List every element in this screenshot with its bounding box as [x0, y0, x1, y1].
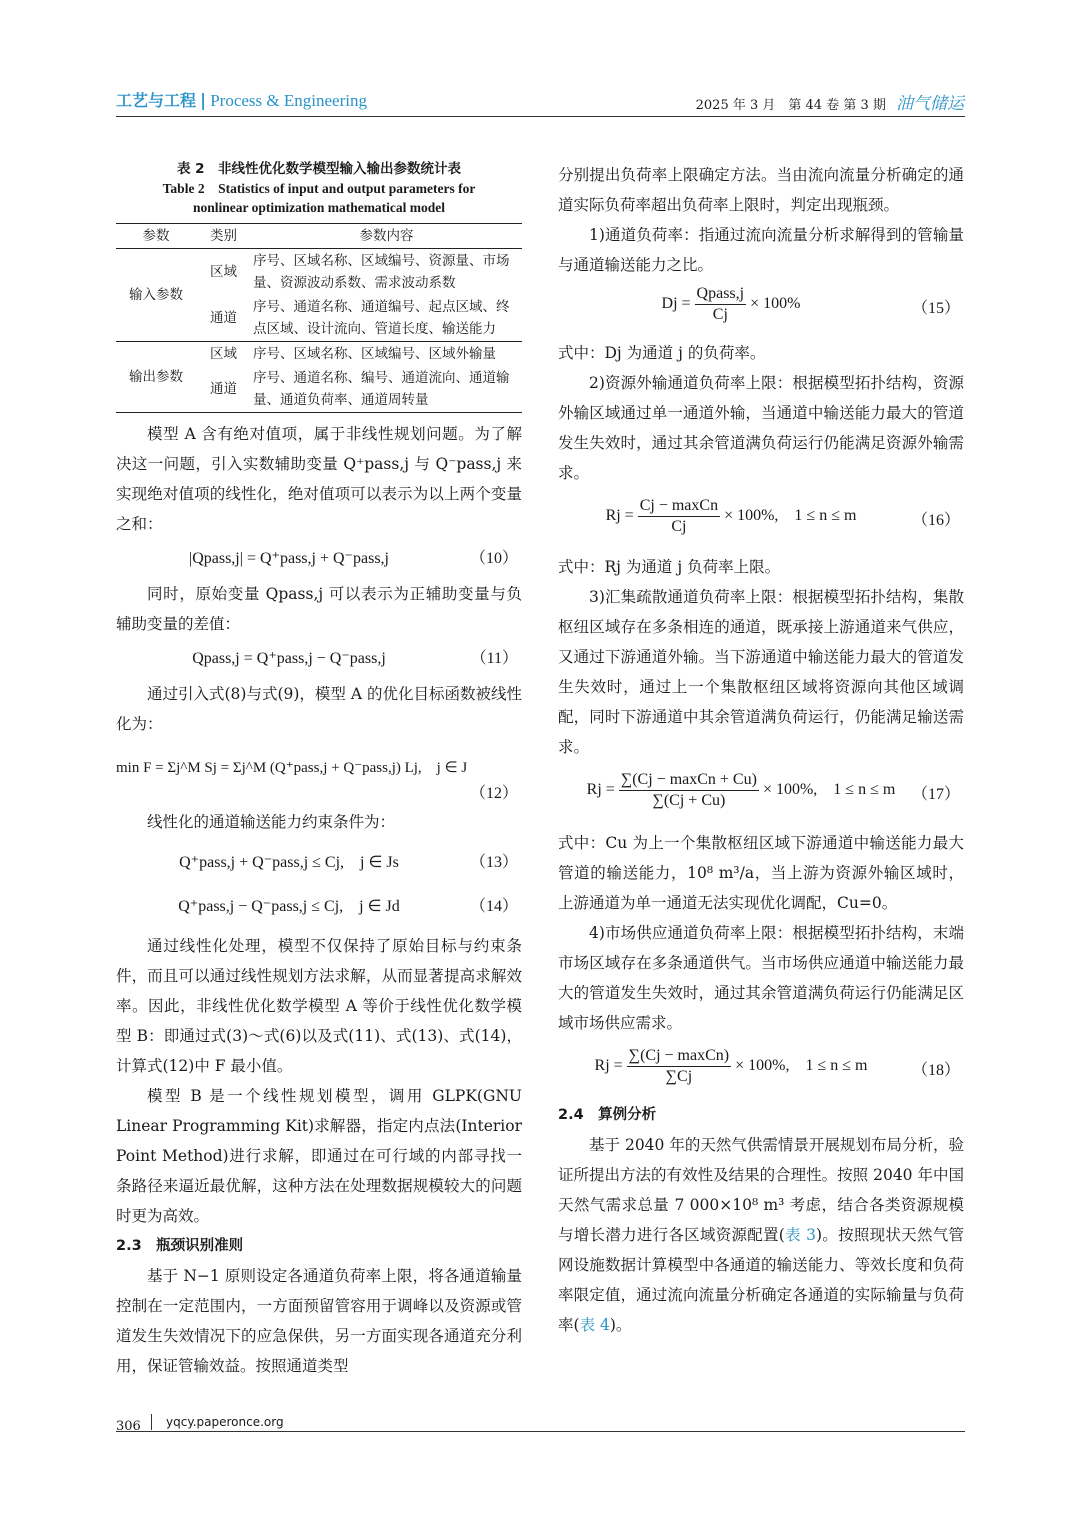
equation-lhs: Rj =: [586, 781, 615, 799]
table-header: 参数内容: [251, 224, 522, 249]
table-cell: 序号、区域名称、区域编号、区域外输量: [253, 346, 496, 362]
equation-body: min F = Σj^M Sj = Σj^M (Q⁺pass,j + Q⁻pass,j) Lj, j ∈ J: [116, 760, 468, 776]
equation-14: [116, 887, 522, 931]
equation-number: （14）: [469, 898, 518, 915]
denominator: ∑(Cj + Cu): [652, 792, 726, 809]
denominator: Cj: [671, 518, 687, 535]
paragraph: 基于 N−1 原则设定各通道负荷率上限，将各通道输量控制在一定范围内，一方面预留管容用于调峰以及资源或管道发生失效情况下的应急保供，另一方面实现各通道充分利用，保证管输效益。按照通道类型: [116, 1267, 522, 1375]
table-cell: 通道: [196, 366, 251, 413]
page-number: 306: [116, 1419, 141, 1434]
table-caption-cn: 表 2 非线性优化数学模型输入输出参数统计表: [176, 161, 462, 177]
equation-lhs: Dj =: [661, 295, 691, 313]
table-3-link[interactable]: 表 3: [784, 1226, 816, 1244]
equation-number: （16）: [911, 512, 960, 529]
section-heading-2-3: 2.3 瓶颈识别准则: [116, 1238, 244, 1254]
equation-number: （15）: [911, 300, 960, 317]
equation-17: [558, 766, 964, 828]
right-column: [558, 160, 964, 1340]
equation-16: [558, 492, 964, 552]
equation-body: Qpass,j = Q⁺pass,j − Q⁻pass,j: [192, 650, 386, 667]
table-caption-en-2: nonlinear optimization mathematical model: [192, 200, 446, 215]
equation-number: （11）: [470, 650, 518, 667]
denominator: ∑Cj: [665, 1068, 693, 1085]
numerator: Cj − maxCn: [638, 496, 720, 517]
equation-number: （12）: [469, 785, 518, 802]
section-title-cn: 工艺与工程: [116, 91, 197, 110]
paragraph: 3)汇集疏散通道负荷率上限：根据模型拓扑结构，集散枢纽区域存在多条相连的通道，既承接上游通道来气供应，又通过下游通道外输。当下游通道中输送能力最大的管道发生失效时，通过上一个集散枢纽区域将资源向其他区域调配，同时下游通道中其余管道满负荷运行，仍能满足输送需求。: [558, 588, 964, 756]
left-column: [116, 160, 522, 1381]
paragraph: 式中：Dj 为通道 j 的负荷率。: [558, 344, 766, 362]
equation-15: [558, 280, 964, 338]
parameter-table: [116, 223, 522, 413]
section-header: 工艺与工程 | Process & Engineering: [116, 91, 367, 111]
issue-date: 2025 年 3 月 第 44 卷 第 3 期: [695, 98, 886, 113]
equation-number: （17）: [911, 786, 960, 803]
fraction: [638, 496, 720, 537]
equation-body: Q⁺pass,j + Q⁻pass,j ≤ Cj, j ∈ Js: [179, 854, 399, 871]
equation-12: [116, 743, 522, 807]
equation-lhs: Rj =: [594, 1057, 623, 1075]
fraction: [695, 284, 747, 325]
equation-tail: × 100%, 1 ≤ n ≤ m: [735, 1057, 868, 1075]
section-title-en: Process & Engineering: [210, 91, 367, 110]
output-params-label: 输出参数: [116, 342, 196, 413]
equation-number: （13）: [469, 854, 518, 871]
equation-number: （18）: [911, 1062, 960, 1079]
table-caption: [116, 160, 522, 217]
equation-body: |Qpass,j| = Q⁺pass,j + Q⁻pass,j: [188, 550, 389, 567]
equation-18: [558, 1042, 964, 1100]
table-row: [116, 342, 522, 367]
equation-tail: × 100%: [750, 295, 801, 313]
equation-tail: × 100%, 1 ≤ n ≤ m: [762, 781, 896, 799]
table-cell: 序号、通道名称、编号、通道流向、通道输量、通道负荷率、通道周转量: [251, 366, 522, 413]
journal-url[interactable]: yqcy.paperonce.org: [166, 1415, 284, 1429]
paragraph: 分别提出负荷率上限确定方法。当由流向流量分析确定的通道实际负荷率超出负荷率上限时，判定出现瓶颈。: [558, 166, 964, 214]
table-header: 类别: [196, 224, 251, 249]
paragraph: 模型 A 含有绝对值项，属于非线性规划问题。为了解决这一问题，引入实数辅助变量 Q⁺pass,j 与 Q⁻pass,j 来实现绝对值项的线性化，绝对值项可以表示为以上两个变量之和：: [116, 425, 522, 533]
paragraph: 基于 2040 年的天然气供需情景开展规划布局分析，验证所提出方法的有效性及结果的合理性。按照 2040 年中国天然气需求总量 7 000×10⁸ m³ 考虑，结合各类资源规模与增长潜力进行各区域资源配置(表 3)。按照现状天然气管网设施数据计算模型中各通道的输送能力、等效长度和负荷率限定值，通过流向流量分析确定各通道的实际输量与负荷率(表 4)。: [558, 1136, 964, 1334]
paragraph: 1)通道负荷率：指通过流向流量分析求解得到的管输量与通道输送能力之比。: [558, 226, 964, 274]
table-header: 参数: [116, 224, 196, 249]
paragraph: 同时，原始变量 Qpass,j 可以表示为正辅助变量与负辅助变量的差值：: [116, 585, 522, 633]
denominator: Cj: [712, 306, 728, 323]
fraction: [627, 1046, 731, 1087]
equation-number: （10）: [469, 550, 518, 567]
paragraph: 4)市场供应通道负荷率上限：根据模型拓扑结构，末端市场区域存在多条通道供气。当市场供应通道中输送能力最大的管道发生失效时，通过其余管道满负荷运行仍能满足区域市场供应需求。: [558, 924, 964, 1032]
table-cell: 通道: [196, 295, 251, 342]
paragraph: 通过线性化处理，模型不仅保持了原始目标与约束条件，而且可以通过线性规划方法求解，从而显著提高求解效率。因此，非线性优化数学模型 A 等价于线性优化数学模型 B：即通过式(3)～式(6)以及式(11)、式(13)、式(14)，计算式(12)中 F 最小值。: [116, 937, 522, 1075]
paragraph: 式中：Rj 为通道 j 负荷率上限。: [558, 558, 781, 576]
journal-logo: 油气储运: [896, 94, 964, 114]
header-rule: [116, 116, 965, 117]
equation-body: Q⁺pass,j − Q⁻pass,j ≤ Cj, j ∈ Jd: [178, 898, 400, 915]
paragraph: 线性化的通道输送能力约束条件为：: [147, 813, 396, 831]
footer-rule: [116, 1431, 965, 1432]
paragraph: 2)资源外输通道负荷率上限：根据模型拓扑结构，资源外输区域通过单一通道外输，当通道中输送能力最大的管道发生失效时，通过其余管道满负荷运行仍能满足资源外输需求。: [558, 374, 964, 482]
paragraph: 模型 B 是一个线性规划模型，调用 GLPK(GNU Linear Programming Kit)求解器，指定内点法(Interior Point Method)进行求解，即通过在可行域的内部寻找一条路径来逼近最优解，这种方法在处理数据规模较大的问题时更为高效。: [116, 1087, 522, 1225]
equation-13: [116, 843, 522, 887]
footer-divider: [151, 1414, 152, 1430]
table-cell: 序号、区域名称、区域编号、资源量、市场量、资源波动系数、需求波动系数: [253, 253, 510, 291]
input-params-label: 输入参数: [116, 249, 196, 342]
numerator: ∑(Cj − maxCn + Cu): [619, 770, 759, 791]
numerator: ∑(Cj − maxCn): [627, 1046, 731, 1067]
fraction: [619, 770, 759, 811]
section-heading-2-4: 2.4 算例分析: [558, 1107, 657, 1123]
table-cell: 区域: [210, 264, 237, 280]
table-row: [116, 249, 522, 296]
equation-10: [116, 539, 522, 579]
equation-lhs: Rj =: [605, 507, 634, 525]
paragraph: 通过引入式(8)与式(9)，模型 A 的优化目标函数被线性化为：: [116, 685, 522, 733]
table-cell: 序号、通道名称、通道编号、起点区域、终点区域、设计流向、管道长度、输送能力: [251, 295, 522, 342]
table-cell: 区域: [210, 346, 237, 362]
table-4-link[interactable]: 表 4: [579, 1316, 610, 1334]
equation-11: [116, 639, 522, 679]
numerator: Qpass,j: [695, 284, 747, 305]
equation-tail: × 100%, 1 ≤ n ≤ m: [724, 507, 857, 525]
table-caption-en-1: Table 2 Statistics of input and output parameters for: [162, 181, 476, 196]
issue-info: [696, 89, 964, 114]
paragraph: 式中：Cu 为上一个集散枢纽区域下游通道中输送能力最大管道的输送能力，10⁸ m³/a，当上游为资源外输区域时，上游通道为单一通道无法实现优化调配，Cu=0。: [558, 834, 964, 912]
